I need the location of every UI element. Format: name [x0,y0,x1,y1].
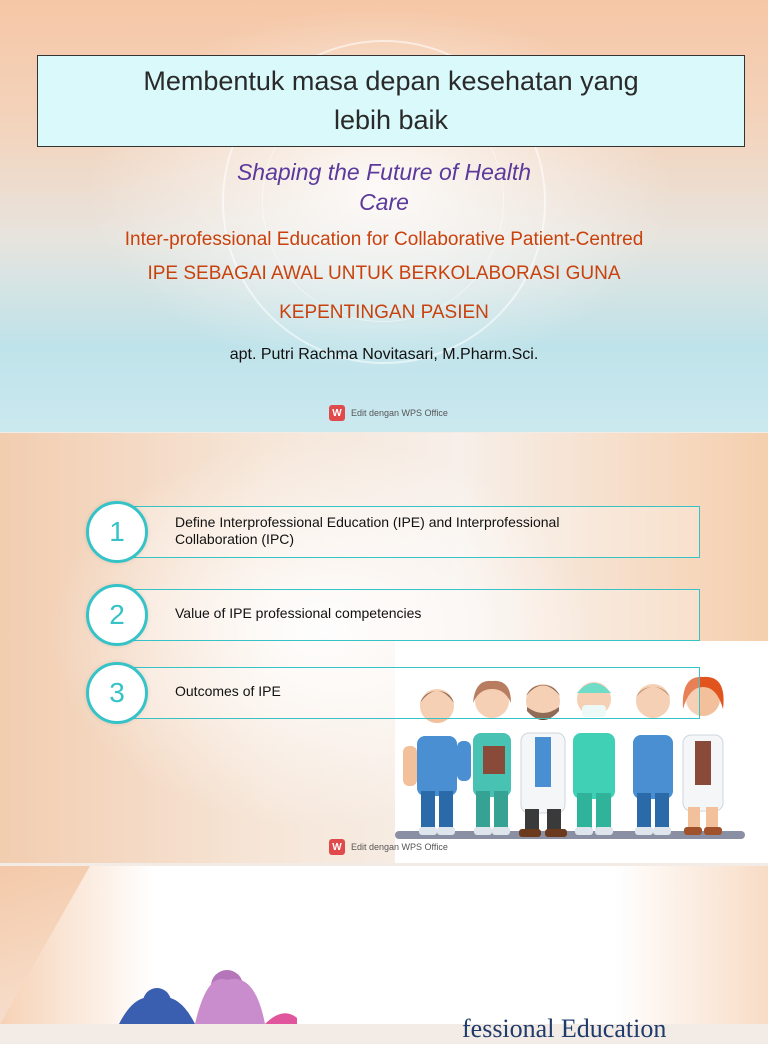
ipe-logo-icon [115,962,305,1024]
wps-edit-link[interactable] [329,839,448,855]
agenda-slide [0,433,768,863]
ipe-subtitle-id-line2: KEPENTINGAN PASIEN [279,302,489,323]
english-subtitle: Shaping the Future of Health Care [236,159,532,215]
wps-edit-link[interactable] [329,405,448,421]
title-box [37,55,745,147]
agenda-item-3 [90,667,700,719]
ipe-subtitle-line: Inter-professional Education for Collaborative Patient-Centred [124,229,644,250]
agenda-item-1 [90,506,700,558]
wps-edit-label: Edit dengan WPS Office [351,842,448,852]
wps-logo-icon: W [329,405,345,421]
third-slide-partial [0,866,768,1043]
agenda-number-badge: 1 [86,501,148,563]
agenda-text: Define Interprofessional Education (IPE) and Interprofessional Collaboration (IPC) [175,513,560,547]
agenda-text: Value of IPE professional competencies [175,605,422,622]
author-name: apt. Putri Rachma Novitasari, M.Pharm.Sci. [229,346,539,363]
title-slide [0,0,768,432]
wps-edit-label: Edit dengan WPS Office [351,408,448,418]
agenda-text: Outcomes of IPE [175,683,281,700]
agenda-number-badge: 3 [86,662,148,724]
slide3-title-partial: fessional Education [462,1014,667,1043]
agenda-item-2 [90,589,700,641]
decorative-corner [0,866,90,1024]
slide-title: Membentuk masa depan kesehatan yang lebih baik [143,65,639,135]
ipe-subtitle-id-line1: IPE SEBAGAI AWAL UNTUK BERKOLABORASI GUNA [147,263,621,284]
wps-logo-icon: W [329,839,345,855]
agenda-number-badge: 2 [86,584,148,646]
